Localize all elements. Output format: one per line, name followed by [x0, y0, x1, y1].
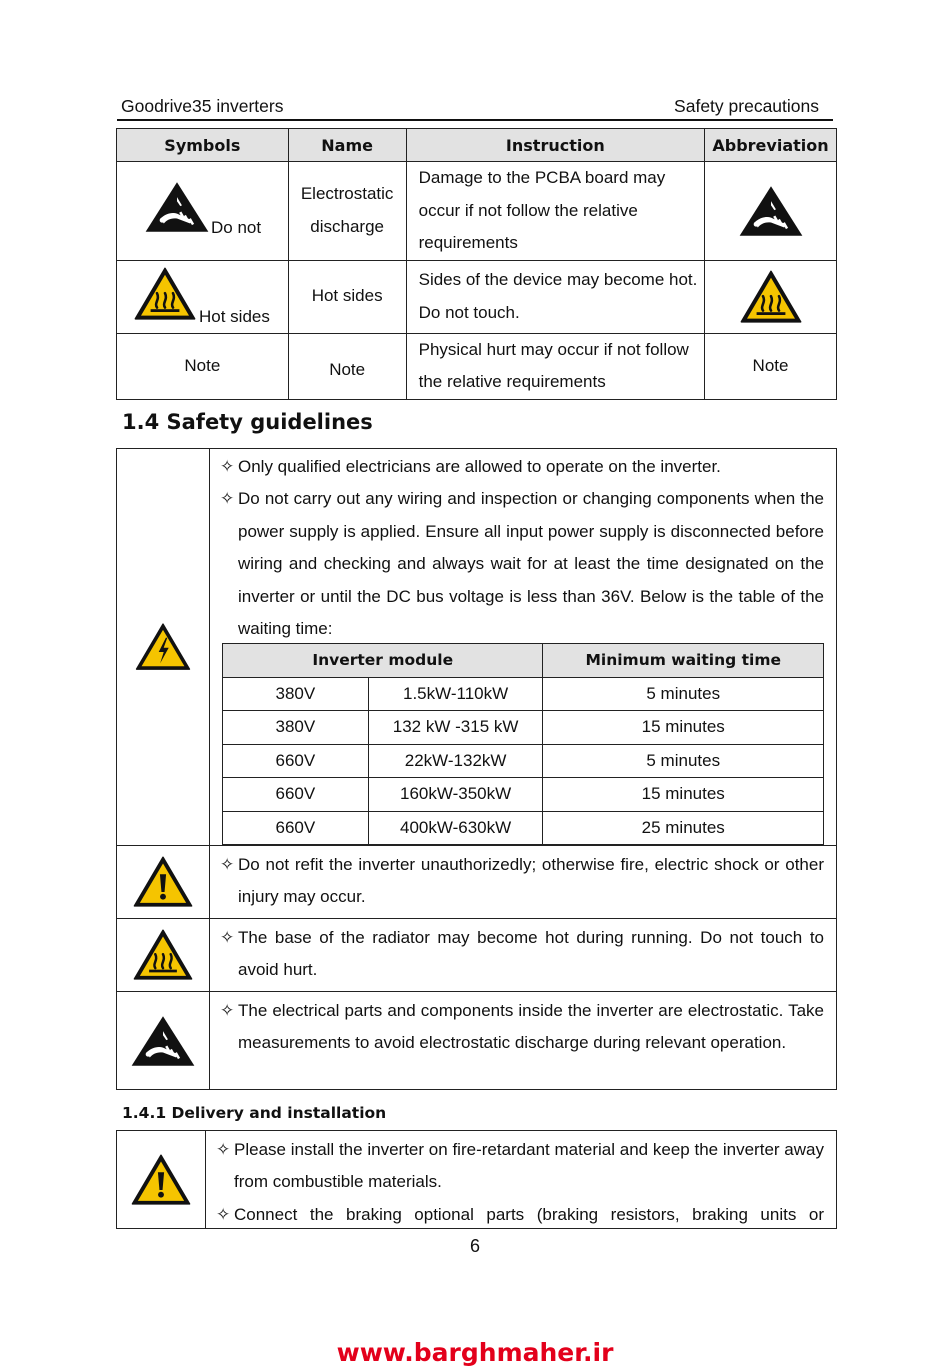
table-row: 380V 1.5kW-110kW 5 minutes — [223, 677, 824, 711]
page-number: 6 — [469, 1236, 480, 1256]
bullet-marker-icon: ✧ — [216, 1204, 231, 1224]
instruction-cell: Damage to the PCBA board may occur if not follow the relative requirements — [406, 162, 704, 261]
bullet-marker-icon: ✧ — [220, 855, 235, 874]
header-rule — [117, 119, 833, 121]
symbol-cell — [117, 260, 289, 333]
name-cell: Hot sides — [288, 260, 406, 333]
symbols-table-header — [117, 129, 837, 162]
guideline-text-cell — [206, 1131, 837, 1229]
symbol-cell: Note — [117, 333, 289, 399]
col-instruction: Instruction — [406, 129, 704, 162]
guideline-bullet: ✧ Only qualified electricians are allowed to operate on the inverter. — [210, 451, 836, 483]
esd-icon — [738, 183, 804, 239]
hot-surface-icon — [133, 266, 197, 322]
running-header-left: Goodrive35 inverters — [121, 96, 284, 116]
col-abbreviation: Abbreviation — [705, 129, 837, 162]
guideline-text-cell — [210, 992, 837, 1090]
esd-icon — [130, 1013, 196, 1069]
bullet-marker-icon: ✧ — [220, 928, 235, 947]
guideline-icon-cell — [117, 992, 210, 1090]
delivery-installation-table — [116, 1130, 837, 1229]
electric-shock-icon — [134, 622, 192, 672]
table-row: 660V 400kW-630kW 25 minutes — [223, 811, 824, 845]
warning-icon — [130, 1153, 192, 1207]
abbreviation-cell — [705, 162, 837, 261]
name-cell: Note — [288, 333, 406, 399]
guideline-text-cell — [210, 919, 837, 992]
guideline-bullet: ✧ Do not carry out any wiring and inspection or changing components when the power supply is applied. Ensure all input power supply is disconnected before wiring and checking and always wait for at least the time designated on the inverter or until the DC bus voltage is less than 36V. Below is the table of the waiting time: — [210, 483, 836, 645]
table-row: 660V 22kW-132kW 5 minutes — [223, 744, 824, 778]
guideline-bullet: ✧ The base of the radiator may become hot during running. Do not touch to avoid hurt. — [210, 922, 836, 987]
guideline-bullet: ✧ Do not refit the inverter unauthorizedly; otherwise fire, electric shock or other injury may occur. — [210, 849, 836, 914]
waiting-time-table — [222, 643, 824, 845]
abbreviation-cell: Note — [705, 333, 837, 399]
guideline-row — [117, 846, 837, 919]
col-name: Name — [288, 129, 406, 162]
warning-icon — [132, 855, 194, 909]
bullet-marker-icon: ✧ — [220, 457, 235, 476]
table-row — [117, 162, 837, 261]
table-row: 380V 132 kW -315 kW 15 minutes — [223, 711, 824, 745]
col-symbols: Symbols — [117, 129, 289, 162]
bullet-marker-icon: ✧ — [216, 1140, 231, 1159]
watermark: www.barghmaher.ir — [336, 1338, 614, 1367]
guideline-icon-cell — [117, 846, 210, 919]
guideline-bullet: ✧ Please install the inverter on fire-retardant material and keep the inverter away from combustible materials. — [206, 1134, 836, 1199]
symbol-label: Do not — [211, 217, 262, 237]
table-row — [117, 260, 837, 333]
col-minimum-waiting-time: Minimum waiting time — [543, 644, 824, 678]
guideline-bullet: ✧ Connect the braking optional parts (braking resistors, braking units or — [206, 1199, 836, 1228]
hot-surface-icon — [739, 269, 803, 325]
guideline-row — [117, 992, 837, 1090]
table-row — [117, 333, 837, 399]
running-header-right: Safety precautions — [674, 96, 819, 116]
bullet-marker-icon: ✧ — [220, 1001, 235, 1020]
symbol-cell — [117, 162, 289, 261]
hot-surface-icon — [132, 928, 194, 982]
guideline-text-cell — [210, 846, 837, 919]
abbreviation-cell — [705, 260, 837, 333]
bullet-marker-icon: ✧ — [220, 489, 235, 509]
instruction-cell: Physical hurt may occur if not follow the relative requirements — [406, 333, 704, 399]
subsection-title: 1.4.1 Delivery and installation — [122, 1104, 387, 1122]
instruction-cell: Sides of the device may become hot. Do not touch. — [406, 260, 704, 333]
guideline-icon-cell — [117, 449, 210, 846]
guideline-row — [117, 1131, 837, 1229]
name-cell: Electrostatic discharge — [288, 162, 406, 261]
guideline-icon-cell — [117, 1131, 206, 1229]
waiting-table-header — [223, 644, 824, 678]
col-inverter-module: Inverter module — [223, 644, 543, 678]
guideline-row — [117, 919, 837, 992]
guideline-icon-cell — [117, 919, 210, 992]
esd-icon — [144, 179, 210, 235]
symbol-label: Hot sides — [199, 307, 270, 326]
symbols-table — [116, 128, 837, 400]
section-title: 1.4 Safety guidelines — [122, 410, 373, 434]
guideline-bullet: ✧ The electrical parts and components inside the inverter are electrostatic. Take measurements to avoid electrostatic discharge during relevant operation. — [210, 995, 836, 1060]
table-row: 660V 160kW-350kW 15 minutes — [223, 778, 824, 812]
